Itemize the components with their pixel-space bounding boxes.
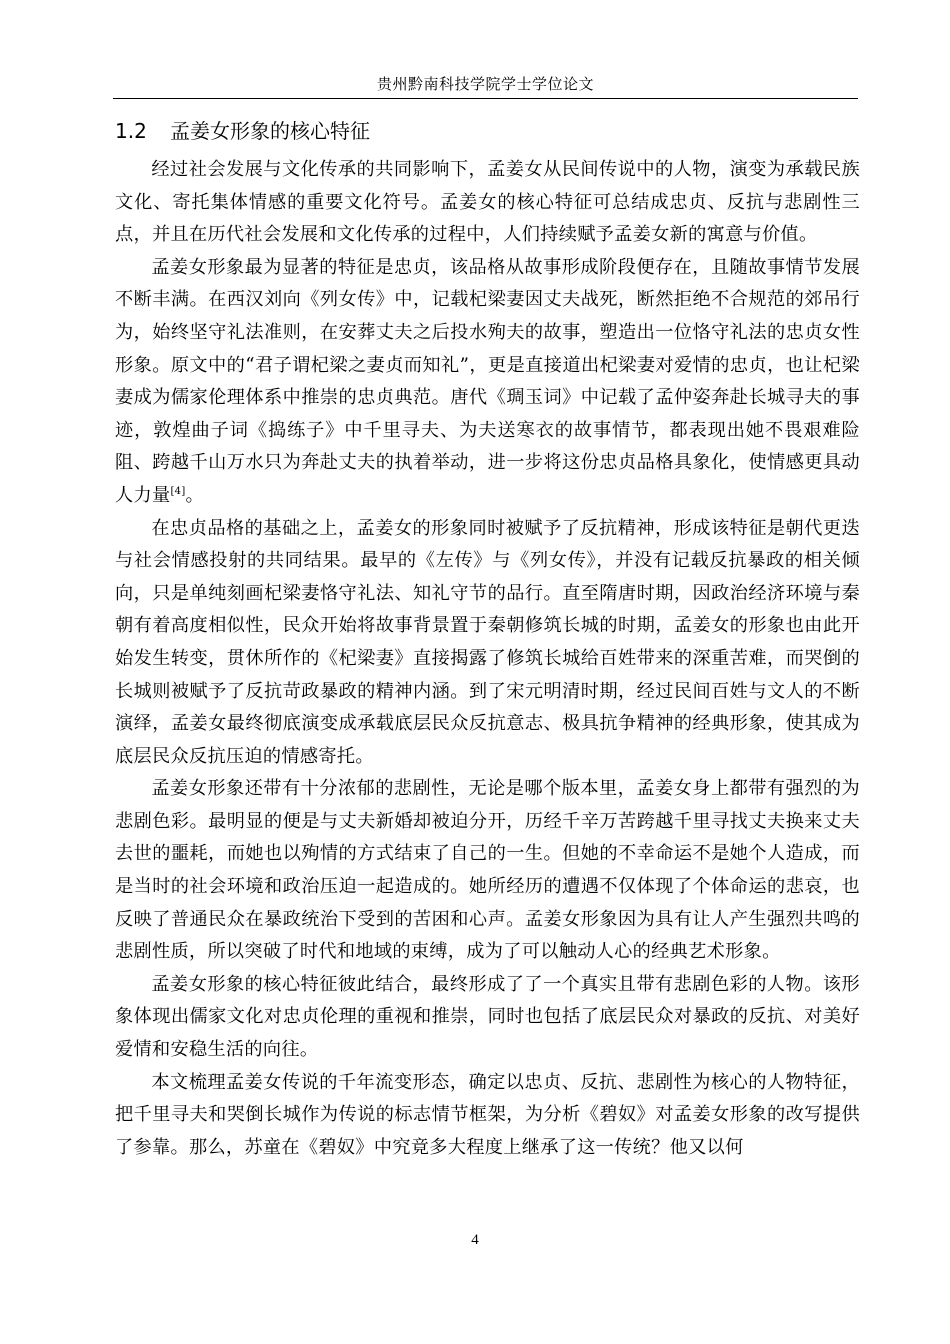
paragraph-6 — [115, 1067, 860, 1165]
header-rule — [113, 98, 858, 99]
paragraph-1 — [115, 154, 860, 252]
running-header: 贵州黔南科技学院学士学位论文 — [376, 75, 594, 93]
section-title: 孟姜女形象的核心特征 — [170, 119, 370, 143]
paragraph-3-text: 在忠贞品格的基础之上，孟姜女的形象同时被赋予了反抗精神，形成该特征是朝代更迭与社会情感投射的共同结果。最早的《左传》与《列女传》，并没有记载反抗暴政的相关倾向，只是单纯刻画杞梁妻恪守礼法、知礼守节的品行。直至隋唐时期，因政治经济环境与秦朝有着高度相似性，民众开始将故事背景置于秦朝修筑长城的时期，孟姜女的形象也由此开始发生转变，贯休所作的《杞梁妻》直接揭露了修筑长城给百姓带来的深重苦难，而哭倒的长城则被赋予了反抗苛政暴政的精神内涵。到了宋元明清时期，经过民间百姓与文人的不断演绎，孟姜女最终彻底演变成承载底层民众反抗意志、极具抗争精神的经典形象，使其成为底层民众反抗压迫的情感寄托。 — [115, 517, 860, 767]
paragraph-6-text: 本文梳理孟姜女传说的千年流变形态，确定以忠贞、反抗、悲剧性为核心的人物特征，把千里寻夫和哭倒长城作为传说的标志情节框架，为分析《碧奴》对孟姜女形象的改写提供了参靠。那么，苏童在《碧奴》中究竟多大程度上继承了这一传统？他又以何 — [115, 1071, 860, 1158]
paragraph-2 — [115, 252, 860, 513]
page-number: 4 — [471, 1232, 479, 1248]
section-number: 1.2 — [115, 119, 147, 143]
citation-marker[interactable]: [4] — [170, 485, 186, 497]
paragraph-2-tail: 。 — [185, 484, 205, 506]
paragraph-4-text: 孟姜女形象还带有十分浓郁的悲剧性，无论是哪个版本里，孟姜女身上都带有强烈的为悲剧色彩。最明显的便是与丈夫新婚却被迫分开，历经千辛万苦跨越千里寻找丈夫换来丈夫去世的噩耗，而她也以殉情的方式结束了自己的一生。但她的不幸命运不是她个人造成，而是当时的社会环境和政治压迫一起造成的。她所经历的遭遇不仅体现了个体命运的悲哀，也反映了普通民众在暴政统治下受到的苦困和心声。孟姜女形象因为具有让人产生强烈共鸣的悲剧性质，所以突破了时代和地域的束缚，成为了可以触动人心的经典艺术形象。 — [115, 778, 860, 963]
paragraph-5-text: 孟姜女形象的核心特征彼此结合，最终形成了了一个真实且带有悲剧色彩的人物。该形象体现出儒家文化对忠贞伦理的重视和推崇，同时也包括了底层民众对暴政的反抗、对美好爱情和安稳生活的向往。 — [115, 973, 860, 1061]
paragraph-2-text: 孟姜女形象最为显著的特征是忠贞，该品格从故事形成阶段便存在，且随故事情节发展不断丰满。在西汉刘向《列女传》中，记载杞梁妻因丈夫战死，断然拒绝不合规范的郊吊行为，始终坚守礼法准则，在安葬丈夫之后投水殉夫的故事，塑造出一位恪守礼法的忠贞女性形象。原文中的“君子谓杞梁之妻贞而知礼”，更是直接道出杞梁妻对爱情的忠贞，也让杞梁妻成为儒家伦理体系中推崇的忠贞典范。唐代《琱玉词》中记载了孟仲姿奔赴长城寻夫的事迹，敦煌曲子词《捣练子》中千里寻夫、为夫送寒衣的故事情节，都表现出她不畏艰难险阻、跨越千山万水只为奔赴丈夫的执着举动，进一步将这份忠贞品格具象化，使情感更具动人力量 — [115, 256, 860, 506]
body-text — [115, 154, 860, 1164]
paragraph-1-text: 经过社会发展与文化传承的共同影响下，孟姜女从民间传说中的人物，演变为承载民族文化、寄托集体情感的重要文化符号。孟姜女的核心特征可总结成忠贞、反抗与悲剧性三点，并且在历代社会发展和文化传承的过程中，人们持续赋予孟姜女新的寓意与价值。 — [115, 159, 860, 246]
paragraph-3 — [115, 513, 860, 774]
paragraph-5 — [115, 969, 860, 1067]
paragraph-4 — [115, 773, 860, 969]
section-heading — [115, 117, 370, 145]
